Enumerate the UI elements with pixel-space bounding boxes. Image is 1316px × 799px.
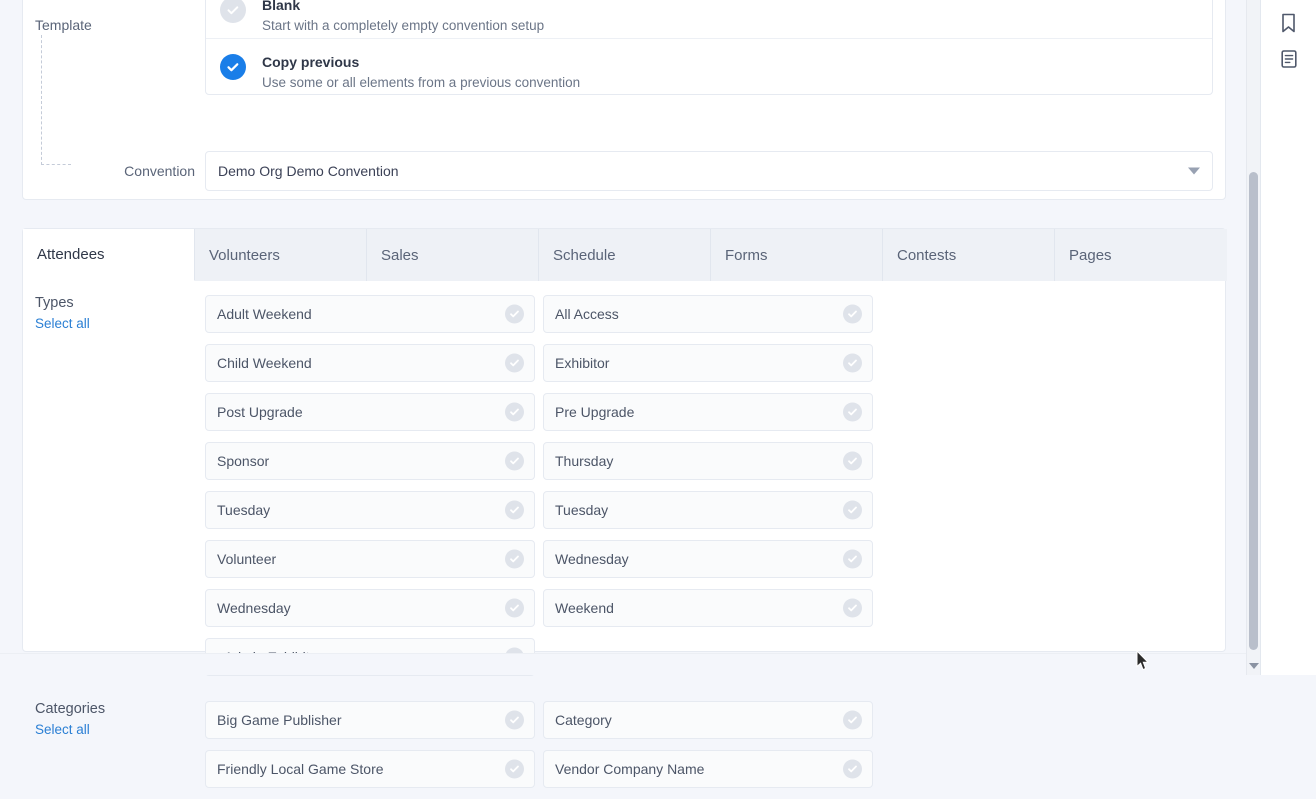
radio-selected-icon[interactable] (220, 54, 246, 80)
list-item[interactable] (205, 750, 535, 788)
list-item[interactable] (543, 393, 873, 431)
template-option-list (205, 0, 1213, 95)
check-circle-icon[interactable] (505, 403, 524, 422)
list-item[interactable] (543, 344, 873, 382)
convention-row (23, 151, 1225, 191)
tab-contests[interactable]: Contests (883, 229, 1055, 281)
list-item[interactable] (205, 540, 535, 578)
chip-label: Pre Upgrade (555, 404, 635, 420)
check-circle-icon[interactable] (843, 354, 862, 373)
section-label-categories (23, 701, 205, 799)
page-bottom-edge (0, 653, 1248, 675)
chip-label: Weekend (555, 600, 614, 616)
select-all-categories-link[interactable]: Select all (35, 722, 90, 737)
list-item[interactable] (543, 750, 873, 788)
chip-label: Thursday (555, 453, 614, 469)
template-card (22, 0, 1226, 200)
list-item[interactable] (205, 295, 535, 333)
chip-label: Tuesday (217, 502, 271, 518)
chip-label: Friendly Local Game Store (217, 761, 384, 777)
section-label-types (23, 295, 205, 687)
template-field-label: Template (35, 17, 92, 33)
check-circle-icon[interactable] (843, 550, 862, 569)
chip-label: All Access (555, 306, 619, 322)
list-item[interactable] (205, 589, 535, 627)
chevron-down-icon[interactable] (1188, 168, 1200, 175)
check-circle-icon[interactable] (843, 452, 862, 471)
section-title: Categories (35, 701, 106, 717)
chip-label: Big Game Publisher (217, 712, 342, 728)
list-item[interactable] (205, 442, 535, 480)
check-circle-icon[interactable] (843, 711, 862, 730)
copy-elements-panel (22, 228, 1226, 777)
chip-label: Tuesday (555, 502, 609, 518)
check-circle-icon[interactable] (843, 305, 862, 324)
chip-label: Post Upgrade (217, 404, 303, 420)
check-circle-icon[interactable] (843, 760, 862, 779)
list-item[interactable] (543, 540, 873, 578)
convention-select[interactable] (205, 151, 1213, 191)
vertical-scrollbar[interactable] (1246, 0, 1260, 675)
chip-label: Adult Weekend (217, 306, 312, 322)
list-item[interactable] (205, 393, 535, 431)
tab-pages[interactable]: Pages (1055, 229, 1227, 281)
chip-label: Vendor Company Name (555, 761, 705, 777)
section-types (23, 281, 1225, 687)
chip-label: Sponsor (217, 453, 270, 469)
option-title: Blank (262, 0, 301, 13)
radio-unselected-icon[interactable] (220, 0, 246, 23)
list-item[interactable] (543, 491, 873, 529)
list-item[interactable] (205, 344, 535, 382)
chip-label: Exhibitor (555, 355, 610, 371)
list-item[interactable] (543, 442, 873, 480)
tab-sales[interactable]: Sales (367, 229, 539, 281)
section-title: Types (35, 295, 74, 311)
categories-chip-grid (205, 701, 1217, 799)
tab-attendees[interactable]: Attendees (23, 229, 195, 281)
list-item[interactable] (205, 491, 535, 529)
scrollbar-thumb[interactable] (1249, 172, 1258, 650)
check-circle-icon[interactable] (505, 501, 524, 520)
chip-label: Wednesday (555, 551, 629, 567)
option-subtitle: Use some or all elements from a previous convention (262, 75, 581, 90)
list-item[interactable] (205, 701, 535, 739)
chip-label: Wednesday (217, 600, 291, 616)
check-circle-icon[interactable] (505, 305, 524, 324)
tab-schedule[interactable]: Schedule (539, 229, 711, 281)
template-option-blank[interactable] (206, 0, 1212, 38)
option-title: Copy previous (262, 54, 360, 70)
convention-field-label: Convention (124, 163, 195, 179)
select-all-types-link[interactable]: Select all (35, 316, 90, 331)
check-circle-icon[interactable] (505, 354, 524, 373)
right-rail (1260, 0, 1316, 675)
chip-label: Child Weekend (217, 355, 312, 371)
bookmark-icon[interactable] (1276, 10, 1302, 36)
types-chip-grid (205, 295, 1217, 687)
template-option-copy-previous[interactable] (206, 38, 1212, 94)
chip-label: Volunteer (217, 551, 277, 567)
check-circle-icon[interactable] (505, 760, 524, 779)
check-circle-icon[interactable] (843, 599, 862, 618)
note-icon[interactable] (1276, 46, 1302, 72)
check-circle-icon[interactable] (505, 452, 524, 471)
list-item[interactable] (543, 295, 873, 333)
list-item[interactable] (543, 701, 873, 739)
tab-volunteers[interactable]: Volunteers (195, 229, 367, 281)
check-circle-icon[interactable] (843, 501, 862, 520)
scroll-down-arrow-icon[interactable] (1249, 661, 1259, 671)
option-subtitle: Start with a completely empty convention setup (262, 18, 545, 33)
check-circle-icon[interactable] (505, 711, 524, 730)
check-circle-icon[interactable] (505, 550, 524, 569)
field-guide-line (41, 35, 71, 165)
section-categories (23, 687, 1225, 799)
tab-bar (23, 229, 1225, 281)
check-circle-icon[interactable] (505, 599, 524, 618)
list-item[interactable] (543, 589, 873, 627)
chip-label: Category (555, 712, 612, 728)
check-circle-icon[interactable] (843, 403, 862, 422)
convention-select-value: Demo Org Demo Convention (218, 163, 399, 179)
tab-forms[interactable]: Forms (711, 229, 883, 281)
